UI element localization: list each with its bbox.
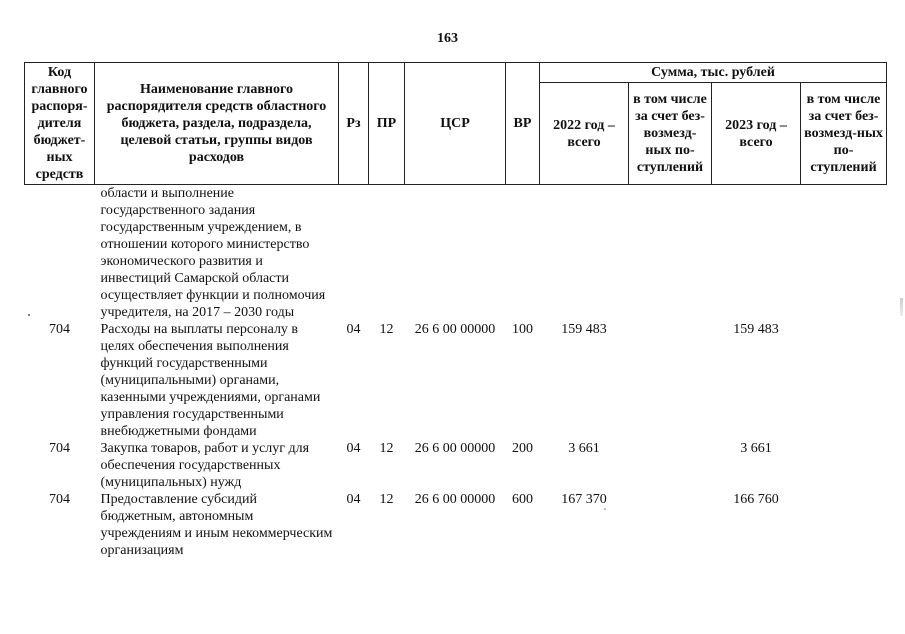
cell-code: 704 [49,492,70,507]
scan-speck [604,508,606,510]
header-code: Код главного распоря-дителя бюджет-ных средств [25,63,95,185]
table-row [25,321,887,440]
cell-2023-free [801,491,887,559]
table-row [25,185,887,322]
table-row [25,491,887,559]
cell-code [25,185,95,322]
cell-pr: 12 [379,492,394,507]
cell-csr [405,185,506,322]
cell-2023-total: 166 760 [733,492,779,507]
cell-name: Расходы на выплаты персоналу в целях обеспечения выполнения функций государственными (муниципальными) органами, казенными учреждениями, органами управления государственными внебюджетными фондами [100,322,321,439]
cell-2022-total: 167 370 [561,492,607,507]
cell-2022-total: 159 483 [561,322,607,337]
header-vr: ВР [506,63,540,185]
header-pr: ПР [369,63,405,185]
cell-name: области и выполнение государственного задания государственным учреждением, в отношении которого министерство экономического развития и инвестиций Самарской области осуществляет функции и полномочия учредителя, на 2017 – 2030 годы [100,186,326,320]
cell-rz: 04 [346,492,361,507]
table-body [25,185,887,560]
cell-vr [506,185,540,322]
cell-2023-total: 159 483 [733,322,779,337]
cell-2023-total: 3 661 [740,441,772,456]
cell-pr: 12 [379,441,394,456]
scan-edge-mark [900,298,903,316]
table-row [25,440,887,491]
cell-csr: 26 6 00 00000 [414,322,496,337]
cell-csr: 26 6 00 00000 [414,492,496,507]
scan-speck [28,314,30,316]
cell-2023-free [801,185,887,322]
cell-2023-free [801,321,887,440]
cell-pr [369,185,405,322]
cell-name: Предоставление субсидий бюджетным, автономным учреждениям и иным некоммерческим организациям [100,492,333,558]
header-csr: ЦСР [405,63,506,185]
cell-vr: 200 [512,441,533,456]
header-sum-group: Сумма, тыс. рублей [540,63,887,83]
cell-rz [339,185,369,322]
cell-2023-free [801,440,887,491]
header-2022-free: в том числе за счет без-возмезд-ных по-ступлений [629,83,712,185]
header-2022-total: 2022 год – всего [540,83,629,185]
cell-code: 704 [49,441,70,456]
cell-2023-total [712,185,801,322]
budget-table [24,62,887,559]
header-rz: Рз [339,63,369,185]
cell-rz: 04 [346,441,361,456]
page-number: 163 [437,31,458,46]
cell-vr: 600 [512,492,533,507]
cell-name: Закупка товаров, работ и услуг для обеспечения государственных (муниципальных) нужд [100,441,310,490]
header-2023-free: в том числе за счет без-возмезд-ных по-ступлений [801,83,887,185]
cell-2022-free [629,185,712,322]
header-name: Наименование главного распорядителя средств областного бюджета, раздела, подраздела, целевой статьи, группы видов расходов [95,63,339,185]
cell-csr: 26 6 00 00000 [414,441,496,456]
cell-2022-total [540,185,629,322]
cell-2022-free [629,440,712,491]
cell-rz: 04 [346,322,361,337]
cell-pr: 12 [379,322,394,337]
header-2023-total: 2023 год – всего [712,83,801,185]
cell-2022-free [629,491,712,559]
cell-2022-free [629,321,712,440]
cell-vr: 100 [512,322,533,337]
cell-2022-total: 3 661 [568,441,600,456]
cell-code: 704 [49,322,70,337]
table-header [25,63,887,185]
